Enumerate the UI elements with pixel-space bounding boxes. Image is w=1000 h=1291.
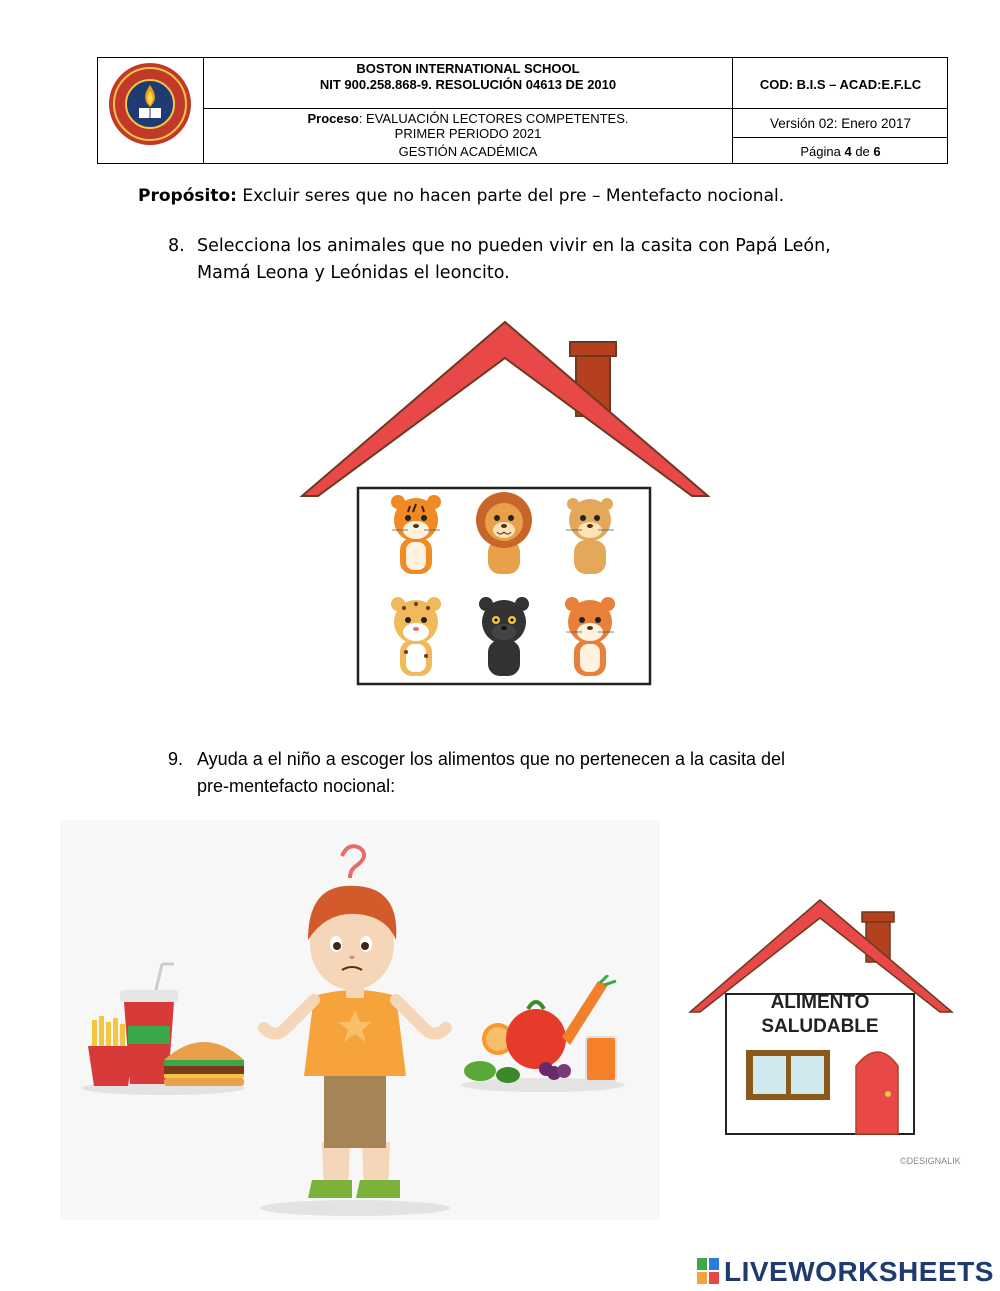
healthy-food-house bbox=[688, 898, 954, 1138]
junk-food-icon[interactable] bbox=[78, 960, 248, 1100]
panther-icon[interactable] bbox=[464, 592, 544, 678]
leopard-icon[interactable] bbox=[376, 592, 456, 678]
question-8 bbox=[168, 233, 868, 289]
puma-icon[interactable] bbox=[550, 592, 630, 678]
house-sign-line2: SALUDABLE bbox=[761, 1016, 879, 1037]
liveworksheets-brand[interactable]: LIVEWORKSHEETS bbox=[724, 1256, 994, 1287]
school-logo bbox=[107, 61, 193, 147]
purpose-text: Excluir seres que no hacen parte del pre – Mentefacto nocional. bbox=[236, 186, 785, 206]
tiger-icon[interactable] bbox=[376, 490, 456, 576]
process-label: Proceso bbox=[307, 111, 359, 126]
divider bbox=[203, 108, 947, 109]
document-code: COD: B.I.S – ACAD:E.F.LC bbox=[759, 77, 922, 92]
purpose-label: Propósito: bbox=[138, 186, 237, 206]
process-value: : EVALUACIÓN LECTORES COMPETENTES. bbox=[358, 111, 629, 126]
lioness-icon[interactable] bbox=[550, 490, 630, 576]
healthy-food-icon[interactable] bbox=[458, 975, 628, 1095]
header-table bbox=[97, 57, 948, 164]
divider bbox=[732, 137, 947, 138]
question-number: 9. bbox=[168, 749, 184, 769]
question-text-line1: Selecciona los animales que no pueden vivir en la casita con Papá León, bbox=[197, 236, 831, 256]
question-number: 8. bbox=[168, 236, 185, 256]
purpose-line bbox=[138, 186, 784, 206]
page-number: Página 4 de 6 bbox=[800, 144, 881, 159]
question-text-line1: Ayuda a el niño a escoger los alimentos que no pertenecen a la casita del bbox=[197, 749, 786, 769]
school-name: BOSTON INTERNATIONAL SCHOOL bbox=[356, 61, 580, 76]
liveworksheets-logo-icon bbox=[697, 1258, 719, 1284]
animal-house bbox=[300, 318, 710, 690]
copyright-text: ©DESIGNALIK bbox=[900, 1156, 961, 1166]
period: PRIMER PERIODO 2021 bbox=[394, 126, 542, 141]
process-line bbox=[204, 111, 732, 126]
boy-illustration bbox=[250, 840, 460, 1220]
house-sign-line1: ALIMENTO bbox=[770, 992, 870, 1013]
lion-icon[interactable] bbox=[464, 490, 544, 576]
question-9 bbox=[168, 746, 868, 802]
question-text-line2: Mamá Leona y Leónidas el leoncito. bbox=[197, 263, 510, 283]
area: GESTIÓN ACADÉMICA bbox=[398, 144, 538, 159]
version: Versión 02: Enero 2017 bbox=[769, 116, 912, 131]
nit-line: NIT 900.258.868-9. RESOLUCIÓN 04613 DE 2010 bbox=[319, 77, 617, 92]
question-text-line2: pre-mentefacto nocional: bbox=[197, 776, 396, 796]
